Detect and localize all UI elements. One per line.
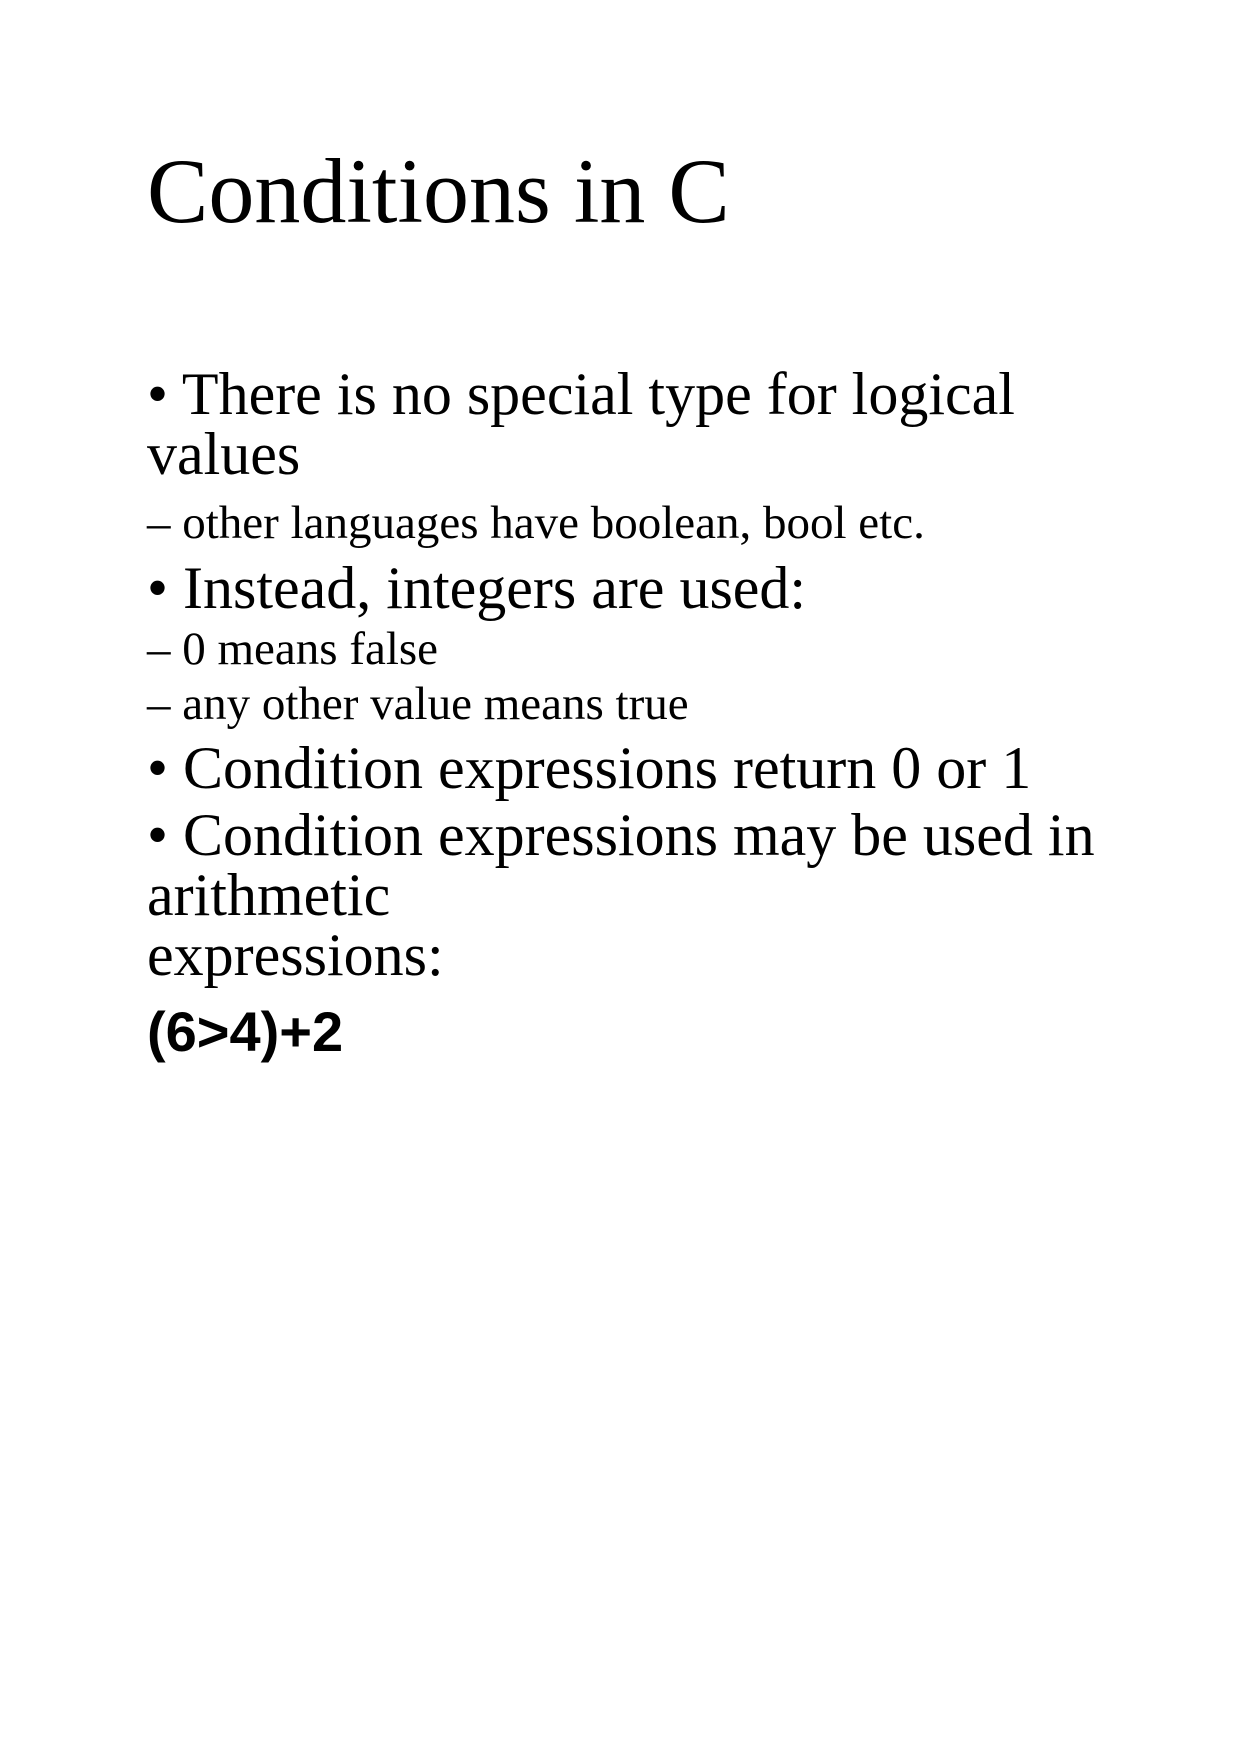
bullet-integers-used: • Instead, integers are used: bbox=[147, 555, 807, 621]
bullet-return-values: • Condition expressions return 0 or 1 bbox=[147, 735, 1032, 801]
text-line: • Condition expressions may be used in bbox=[147, 802, 1095, 868]
bullet-no-special-type bbox=[147, 361, 1015, 487]
page-title: Conditions in C bbox=[147, 140, 730, 242]
bullet-arithmetic-use bbox=[147, 802, 1095, 988]
subbullet-zero-false: – 0 means false bbox=[147, 623, 439, 675]
text-line: arithmetic bbox=[147, 862, 391, 928]
text-line: expressions: bbox=[147, 922, 444, 988]
text-line: • There is no special type for logical bbox=[147, 361, 1015, 427]
example-formula: (6>4)+2 bbox=[147, 1000, 344, 1063]
subbullet-other-true: – any other value means true bbox=[147, 678, 689, 730]
subbullet-other-languages: – other languages have boolean, bool etc. bbox=[147, 497, 925, 549]
text-line: values bbox=[147, 421, 301, 487]
